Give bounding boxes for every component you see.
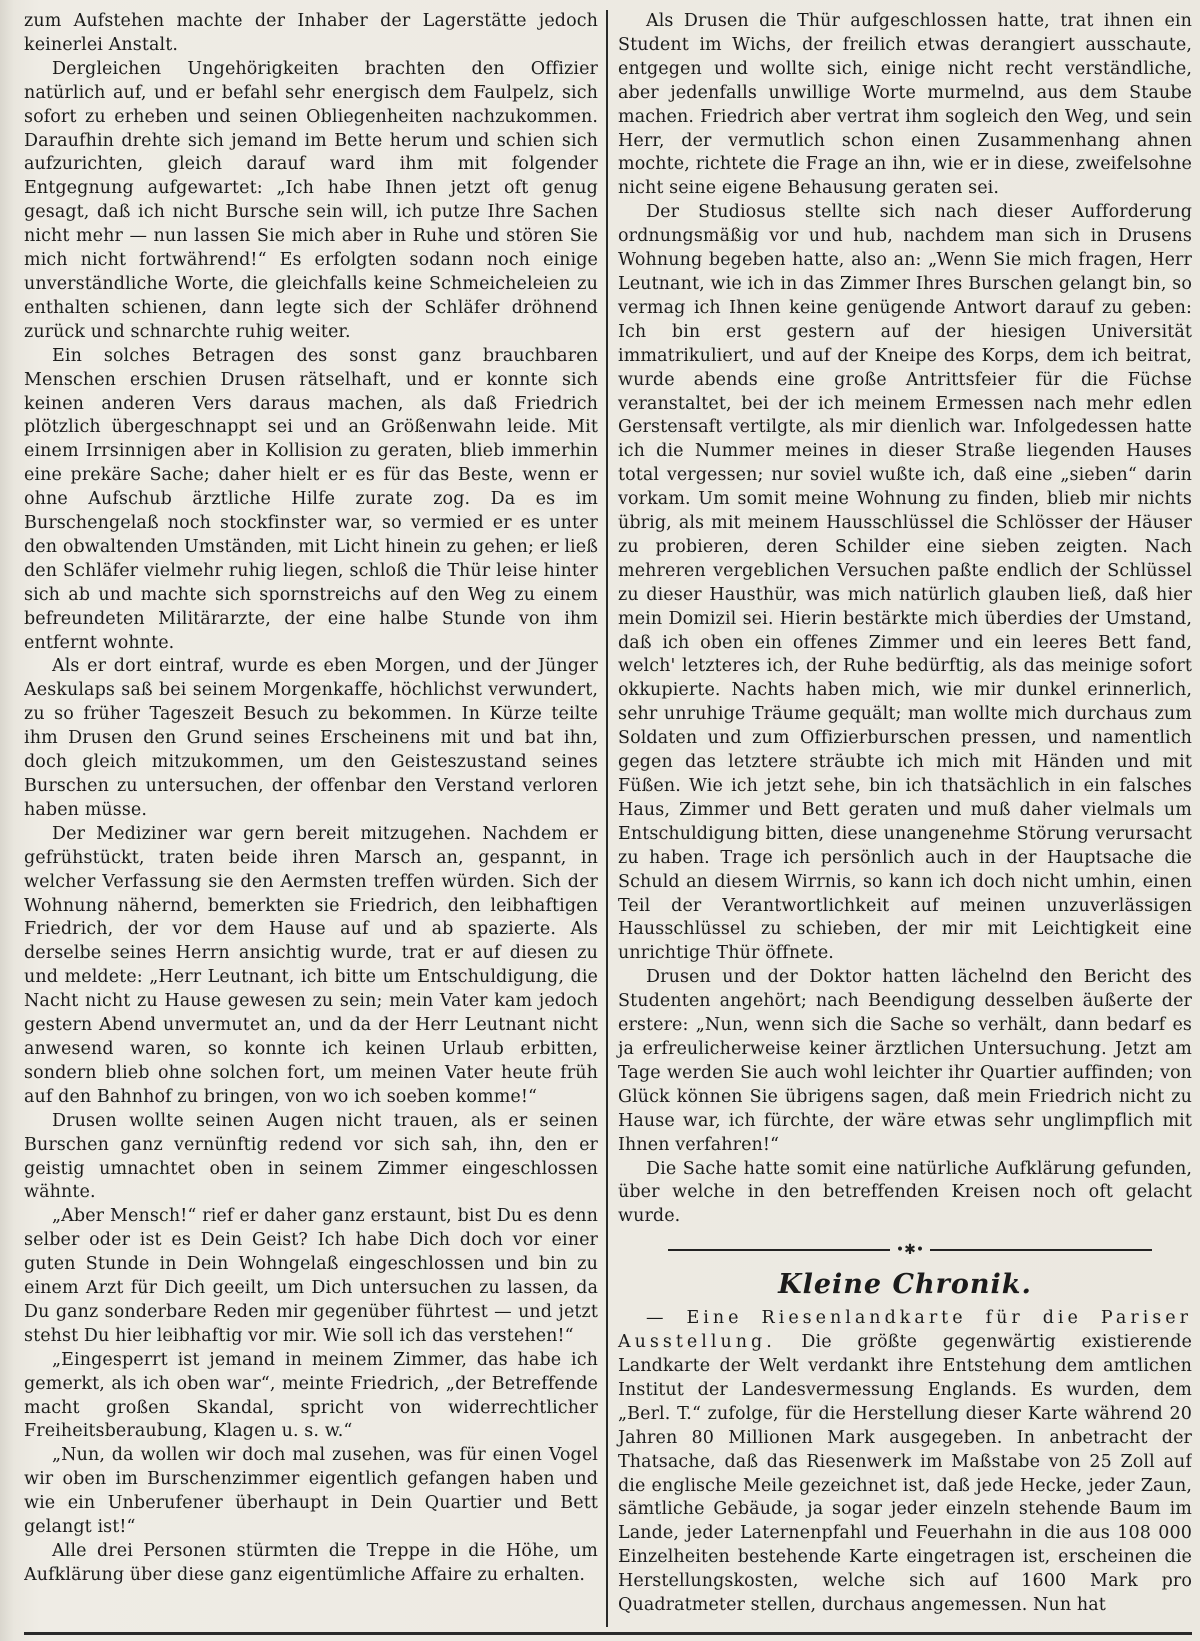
- paragraph: Ein solches Betragen des sonst ganz brauchbaren Menschen erschien Drusen rätselhaft, und er konnte sich keinen anderen Vers daraus machen, als daß Friedrich plötzlich übergeschnappt sei und an Größenwahn leide. Mit einem Irrsinnigen aber in Kollision zu geraten, blieb immerhin eine prekäre Sache; daher hielt er es für das Beste, wenn er ohne Aufschub ärztliche Hilfe zurate zog. Da es im Burschengelaß noch stockfinster war, so vermied er es unter den obwaltenden Umständen, mit Licht hinein zu gehen; er ließ den Schläfer vielmehr ruhig liegen, schloß die Thür leise hinter sich ab und machte sich spornstreichs auf den Weg zu einem befreundeten Militärarzte, der eine halbe Stunde von ihm entfernt wohnte.: [24, 345, 598, 653]
- paragraph: Drusen und der Doktor hatten lächelnd den Bericht des Studenten angehört; nach Beendigung desselben äußerte der erstere: „Nun, wenn sich die Sache so verhält, dann bedarf es ja erfreulicherweise keiner ärztlichen Untersuchung. Jetzt am Tage werden Sie auch wohl leichter ihr Quartier auffinden; von Glück können Sie übrigens sagen, daß mein Friedrich nicht zu Hause war, ich fürchte, der wäre etwas sehr unglimpflich mit Ihnen verfahren!“: [618, 967, 1192, 1155]
- paragraph: „Aber Mensch!“ rief er daher ganz erstaunt, bist Du es denn selber oder ist es Dein Geist? Ich habe Dich doch vor einer guten Stunde in Dein Wohngelaß eingeschlossen und bin zu einem Arzt für Dich geeilt, um Dich untersuchen zu lassen, da Du ganz sonderbare Reden mir gegenüber führtest — und jetzt stehst Du hier leibhaftig vor mir. Wie soll ich das verstehen!“: [24, 1206, 598, 1346]
- text-columns: [24, 10, 1192, 1627]
- paragraph: „Nun, da wollen wir doch mal zusehen, was für einen Vogel wir oben im Burschenzimmer eigentlich gefangen haben und wie ein Unberufener überhaupt in Dein Quartier und Bett gelangt ist!“: [24, 1445, 598, 1538]
- section-separator: [668, 1243, 1152, 1257]
- paragraph: Drusen wollte seinen Augen nicht trauen, als er seinen Burschen ganz vernünftig redend vor sich sah, ihn, den er geistig umnachtet oben in seinem Zimmer eingeschlossen wähnte.: [24, 1110, 598, 1203]
- paragraph: Der Studiosus stellte sich nach dieser Aufforderung ordnungsmäßig vor und hub, nachdem man sich in Drusens Wohnung begeben hatte, also an: „Wenn Sie mich fragen, Herr Leutnant, wie ich in das Zimmer Ihres Burschen gelangt bin, so vermag ich Ihnen keine genügende Antwort darauf zu geben: Ich bin erst gestern auf der hiesigen Universität immatrikuliert, und auf der Kneipe des Korps, dem ich beitrat, wurde abends eine große Antrittsfeier für die Füchse veranstaltet, bei der ich meinem Ermessen nach mehr edlen Gerstensaft vertilgte, als mir dienlich war. Infolgedessen hatte ich die Nummer meines in dieser Straße liegenden Hauses total vergessen; nur soviel wußte ich, daß eine „sieben“ darin vorkam. Um somit meine Wohnung zu finden, blieb mir nichts übrig, als mit meinem Hausschlüssel die Schlösser der Häuser zu probieren, deren Schilder eine sieben zeigten. Nach mehreren vergeblichen Versuchen paßte endlich der Schlüssel zu dieser Hausthür, was mich natürlich glauben ließ, daß hier mein Domizil sei. Hierin bestärkte mich überdies der Umstand, daß ich oben ein offenes Zimmer und ein leeres Bett fand, welch' letzteres ich, der Ruhe bedürftig, als das meinige sofort okkupierte. Nachts haben mich, wie mir dunkel erinnerlich, sehr unruhige Träume gequält; man wollte mich durchaus zum Soldaten und zum Offizierburschen pressen, und namentlich gegen das letztere sträubte ich mich mit Händen und mit Füßen. Wie ich jetzt sehe, bin ich thatsächlich in ein falsches Haus, Zimmer und Bett geraten und muß daher vielmals um Entschuldigung bitten, diese unangenehme Störung verursacht zu haben. Trage ich persönlich auch in der Hauptsache die Schuld an diesem Wirrnis, so kann ich doch nicht umhin, einen Teil der Verantwortlichkeit auf meinen unzuverlässigen Hausschlüssel zu schieben, der mir mit Leichtigkeit eine unrichtige Thür öffnete.: [618, 202, 1192, 964]
- separator-line: [668, 1249, 890, 1251]
- paragraph: „Eingesperrt ist jemand in meinem Zimmer, das habe ich gemerkt, als ich oben war“, meinte Friedrich, „der Betreffende macht großen Skandal, spricht von widerrechtlicher Freiheitsberaubung, Klagen u. s. w.“: [24, 1349, 598, 1442]
- paragraph: Der Mediziner war gern bereit mitzugehen. Nachdem er gefrühstückt, traten beide ihren Marsch an, gespannt, in welcher Verfassung sie den Aermsten treffen würden. Sich der Wohnung nähernd, bemerkten sie Friedrich, den leibhaftigen Friedrich, der vor dem Hause auf und ab spazierte. Als derselbe seines Herrn ansichtig wurde, trat er auf diesen zu und meldete: „Herr Leutnant, ich bitte um Entschuldigung, die Nacht nicht zu Hause gewesen zu sein; mein Vater kam jedoch gestern Abend unvermutet an, und da der Herr Leutnant nicht anwesend waren, so konnte ich keinen Urlaub erbitten, sondern blieb ohne solchen fort, um meinen Vater heute früh auf den Bahnhof zu bringen, von wo ich soeben komme!“: [24, 823, 598, 1107]
- paragraph: Als er dort eintraf, wurde es eben Morgen, und der Jünger Aeskulaps saß bei seinem Morgenkaffe, höchlichst verwundert, zu so früher Tageszeit Besuch zu bekommen. In Kürze teilte ihm Drusen den Grund seines Erscheinens mit und bat ihn, doch gleich mitzukommen, um den Geisteszustand seines Burschen zu untersuchen, der offenbar den Verstand verloren haben müsse.: [24, 656, 598, 820]
- paragraph: zum Aufstehen machte der Inhaber der Lagerstätte jedoch keinerlei Anstalt.: [24, 11, 598, 55]
- separator-ornament-icon: •✱•: [895, 1242, 925, 1259]
- paragraph: Alle drei Personen stürmten die Treppe in die Höhe, um Aufklärung über diese ganz eigentümliche Affaire zu erhalten.: [24, 1541, 598, 1585]
- paragraph: Die Sache hatte somit eine natürliche Aufklärung gefunden, über welche in den betreffenden Kreisen noch oft gelacht wurde.: [618, 1158, 1192, 1227]
- right-column: [608, 10, 1192, 1627]
- left-column: [24, 10, 606, 1627]
- chronik-paragraph: [618, 1307, 1192, 1618]
- separator-line: [930, 1249, 1152, 1251]
- paragraph: Als Drusen die Thür aufgeschlossen hatte, trat ihnen ein Student im Wichs, der freilich etwas derangiert ausschaute, entgegen und wollte sich, einige nicht recht verständliche, aber jedenfalls unwillige Worte murmelnd, aus dem Staube machen. Friedrich aber vertrat ihm sogleich den Weg, und sein Herr, der vermutlich schon einen Zusammenhang ahnen mochte, richtete die Frage an ihn, wie er in diese, zweifelsohne nicht seine eigene Behausung geraten sei.: [618, 11, 1192, 199]
- chronik-body: Die größte gegenwärtig existierende Landkarte der Welt verdankt ihre Entstehung dem amtlichen Institut der Landesvermessung Englands. Es wurden, dem „Berl. T.“ zufolge, für die Herstellung dieser Karte während 20 Jahren 80 Millionen Mark ausgegeben. In anbetracht der Thatsache, daß das Riesenwerk im Maßstabe von 25 Zoll auf die englische Meile gezeichnet ist, daß jede Hecke, jeder Zaun, sämtliche Gebäude, ja sogar jeder einzeln stehende Baum im Lande, jeder Laternenpfahl und Feuerhahn in die aus 108 000 Einzelheiten bestehende Karte eingetragen ist, erscheinen die Herstellungskosten, welche sich auf 1600 Mark pro Quadratmeter stellen, durchaus angemessen. Nun hat: [618, 1332, 1192, 1616]
- chronik-headline: — Eine Riesenlandkarte für die Pariser Ausstellung.: [618, 1308, 1192, 1353]
- section-title: Kleine Chronik.: [778, 1269, 1032, 1301]
- paragraph: Dergleichen Ungehörigkeiten brachten den Offizier natürlich auf, und er befahl sehr energisch dem Faulpelz, sich sofort zu erheben und seinen Obliegenheiten nachzukommen. Daraufhin drehte sich jemand im Bette herum und schien sich aufzurichten, gleich darauf ward ihm mit folgender Entgegnung aufgewartet: „Ich habe Ihnen jetzt oft genug gesagt, daß ich nicht Bursche sein will, ich putze Ihre Sachen nicht mehr — nun lassen Sie mich aber in Ruhe und stören Sie mich nicht fortwährend!“ Es erfolgten sodann noch einige unverständliche Worte, die gleichfalls keine Schmeicheleien zu enthalten schienen, dann legte sich der Schläfer dröhnend zurück und schnarchte ruhig weiter.: [24, 58, 598, 342]
- page-bottom-rule: [24, 1632, 1192, 1635]
